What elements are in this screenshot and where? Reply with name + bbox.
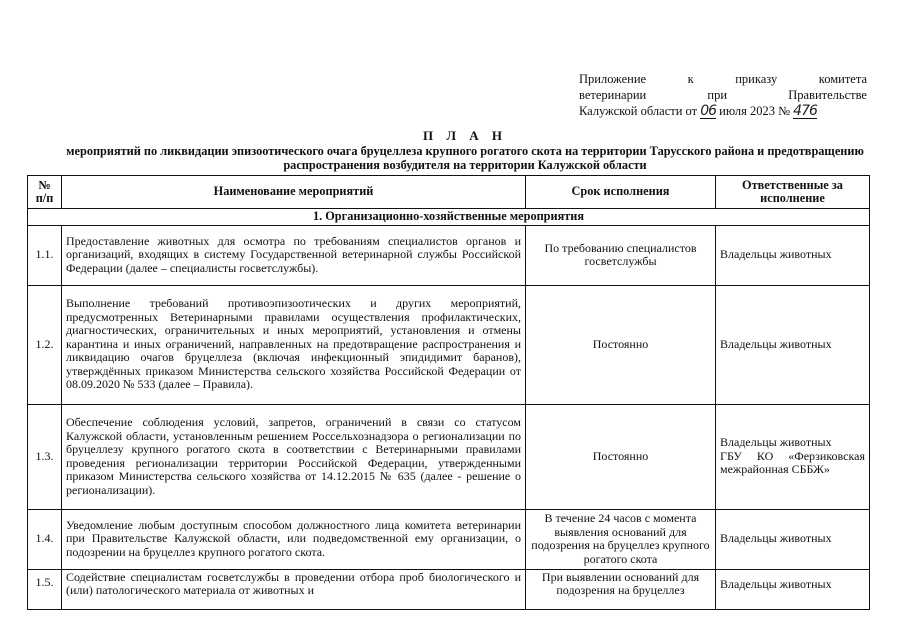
table-row xyxy=(28,225,870,285)
row-activity: Уведомление любым доступным способом должностного лица комитета ветеринарии при Правительстве Калужской области, или подведомственной ему организации, о подозрении на бруцеллез крупного рогатого скота. xyxy=(62,509,526,569)
table-row xyxy=(28,509,870,569)
row-activity: Содействие специалистам госветслужбы в проведении отбора проб биологического и (или) патологического материала от животных и xyxy=(62,569,526,609)
appendix-word: к xyxy=(687,72,694,86)
table-row xyxy=(28,569,870,609)
row-activity: Предоставление животных для осмотра по требованиям специалистов органов и организаций, входящих в систему Государственной ветеринарной службы Российской Федерации (далее – специалисты госветслужбы). xyxy=(62,225,526,285)
row-activity: Выполнение требований противоэпизоотических и других мероприятий, предусмотренных Ветеринарными правилами осуществления профилактических, диагностических, ограничительных и иных мероприятий, установления и отмены карантина и иных ограничений, направленных на предотвращение распространения и ликвидацию очагов бруцеллеза (включая инфекционный эпидидимит баранов), утверждённых приказом Министерства сельского хозяйства Российской Федерации от 08.09.2020 № 533 (далее – Правила). xyxy=(62,285,526,404)
row-term: При выявлении оснований для подозрения на бруцеллез xyxy=(526,569,716,609)
row-number: 1.2. xyxy=(28,285,62,404)
appendix-middle: июля 2023 № xyxy=(719,104,791,118)
page-subtitle: мероприятий по ликвидации эпизоотического очага бруцеллеза крупного рогатого скота на территории Тарусского района и предотвращению распространения возбудителя на территории Калужской области xyxy=(66,144,864,172)
appendix-word: при xyxy=(707,88,728,102)
row-responsible: Владельцы животных xyxy=(716,225,870,285)
table-row xyxy=(28,285,870,404)
header-num: № п/п xyxy=(28,176,62,209)
handwritten-order-number: 476 xyxy=(793,103,817,119)
row-term: Постоянно xyxy=(526,404,716,509)
row-term: Постоянно xyxy=(526,285,716,404)
row-term: В течение 24 часов с момента выявления оснований для подозрения на бруцеллез крупного рогатого скота xyxy=(526,509,716,569)
responsible-word: КО xyxy=(756,448,774,463)
row-number: 1.4. xyxy=(28,509,62,569)
row-responsible: Владельцы животных xyxy=(716,285,870,404)
table-row xyxy=(28,404,870,509)
row-number: 1.3. xyxy=(28,404,62,509)
appendix-line-1 xyxy=(579,71,867,87)
row-responsible: Владельцы животных xyxy=(716,509,870,569)
plan-table xyxy=(27,175,870,610)
row-number: 1.5. xyxy=(28,569,62,609)
section-row xyxy=(28,209,870,226)
table-header-row xyxy=(28,176,870,209)
header-resp: Ответственные за исполнение xyxy=(716,176,870,209)
responsible-word: «Ферзиковская xyxy=(788,448,865,463)
appendix-word: Приложение xyxy=(579,72,647,86)
handwritten-date-day: 06 xyxy=(700,103,717,119)
appendix-word: ветеринарии xyxy=(579,88,647,102)
responsible-word: ГБУ xyxy=(720,448,742,463)
appendix-header xyxy=(579,71,867,119)
responsible-institution-line xyxy=(720,450,865,464)
section-title: 1. Организационно-хозяйственные мероприятия xyxy=(28,209,870,226)
appendix-prefix: Калужской области от xyxy=(579,104,698,118)
appendix-line-2 xyxy=(579,87,867,103)
title-block xyxy=(60,128,870,172)
row-responsible-multi xyxy=(716,404,870,509)
appendix-line-3 xyxy=(579,103,867,119)
row-term: По требованию специалистов госветслужбы xyxy=(526,225,716,285)
header-term: Срок исполнения xyxy=(526,176,716,209)
appendix-word: приказу xyxy=(735,72,778,86)
row-activity: Обеспечение соблюдения условий, запретов, ограничений в связи со статусом Калужской области, установленным решением Россельхознадзора о регионализации по бруцеллезу крупного рогатого скота в соответствии с Ветеринарными правилами проведения регионализации территории Российской Федерации, утвержденными приказом Министерства сельского хозяйства от 14.12.2015 № 635 (далее - решение о регионализации). xyxy=(62,404,526,509)
responsible-owners: Владельцы животных xyxy=(720,435,832,450)
row-responsible: Владельцы животных xyxy=(716,569,870,609)
appendix-word: комитета xyxy=(818,72,867,86)
page-title: П Л А Н xyxy=(422,128,508,143)
row-number: 1.1. xyxy=(28,225,62,285)
header-name: Наименование мероприятий xyxy=(62,176,526,209)
appendix-word: Правительстве xyxy=(788,88,867,102)
responsible-institution-name: межрайонная СББЖ» xyxy=(720,462,830,477)
